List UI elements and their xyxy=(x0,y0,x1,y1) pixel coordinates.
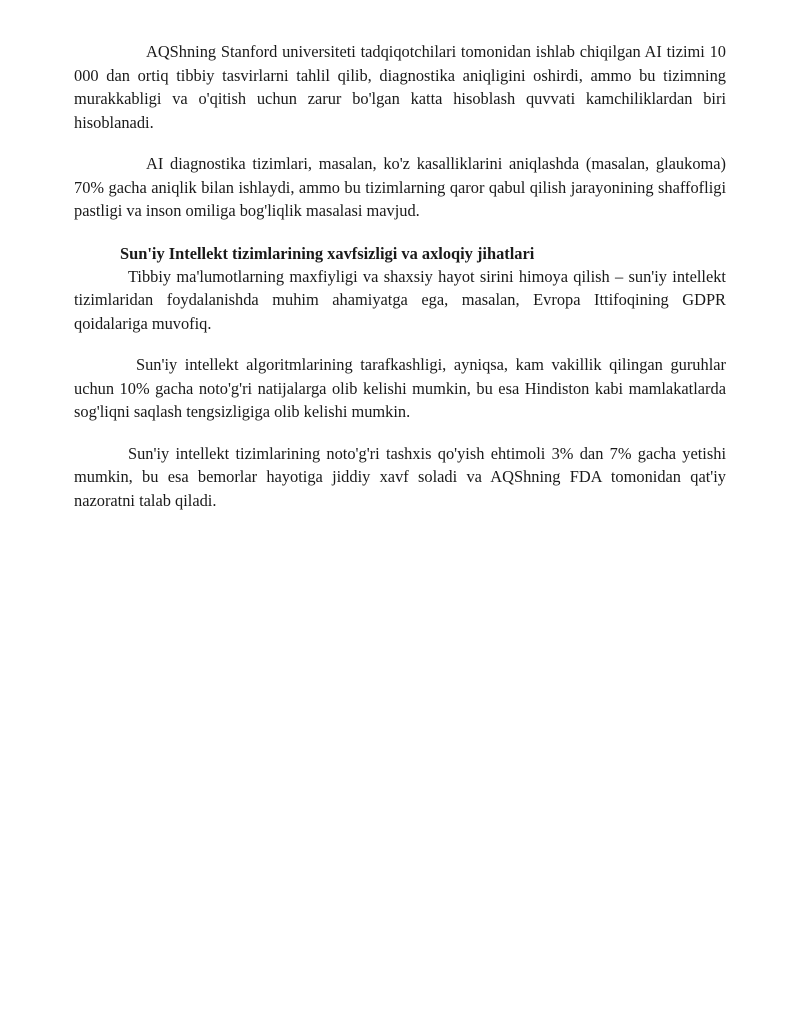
paragraph-data-privacy: Tibbiy ma'lumotlarning maxfiyligi va shaxsiy hayot sirini himoya qilish – sun'iy intellekt tizimlaridan foydalanishda muhim ahamiyatga ega, masalan, Evropa Ittifoqining GDPR qoidalariga muvofiq. xyxy=(74,266,726,333)
paragraph-ai-diagnostics: AI diagnostika tizimlari, masalan, ko'z kasalliklarini aniqlashda (masalan, glaukoma) 70% gacha aniqlik bilan ishlaydi, ammo bu tizimlarning qaror qabul qilish jarayonining shaffofligi pastligi va inson omiliga bog'liqlik masalasi mavjud. xyxy=(74,154,726,220)
section-heading: Sun'iy Intellekt tizimlarining xavfsizligi va axloqiy jihatlari xyxy=(120,243,535,263)
document-body xyxy=(74,40,726,512)
paragraph-misdiagnosis-risk: Sun'iy intellekt tizimlarining noto'g'ri tashxis qo'yish ehtimoli 3% dan 7% gacha yetishi mumkin, bu esa bemorlar hayotiga jiddiy xavf soladi va AQShning FDA tomonidan qat'iy nazoratni talab qiladi. xyxy=(74,443,726,510)
paragraph-algorithm-bias: Sun'iy intellekt algoritmlarining tarafkashligi, ayniqsa, kam vakillik qilingan guruhlar uchun 10% gacha noto'g'ri natijalarga olib kelishi mumkin, bu esa Hindiston kabi mamlakatlarda sog'liqni saqlash tengsizligiga olib kelishi mumkin. xyxy=(74,355,726,421)
paragraph-stanford-ai: AQShning Stanford universiteti tadqiqotchilari tomonidan ishlab chiqilgan AI tizimi 10 000 dan ortiq tibbiy tasvirlarni tahlil qilib, diagnostika aniqligini oshirdi, ammo bu tizimning murakkabligi va o'qitish uchun zarur bo'lgan katta hisoblash quvvati kamchiliklardan biri hisoblanadi. xyxy=(74,42,726,132)
